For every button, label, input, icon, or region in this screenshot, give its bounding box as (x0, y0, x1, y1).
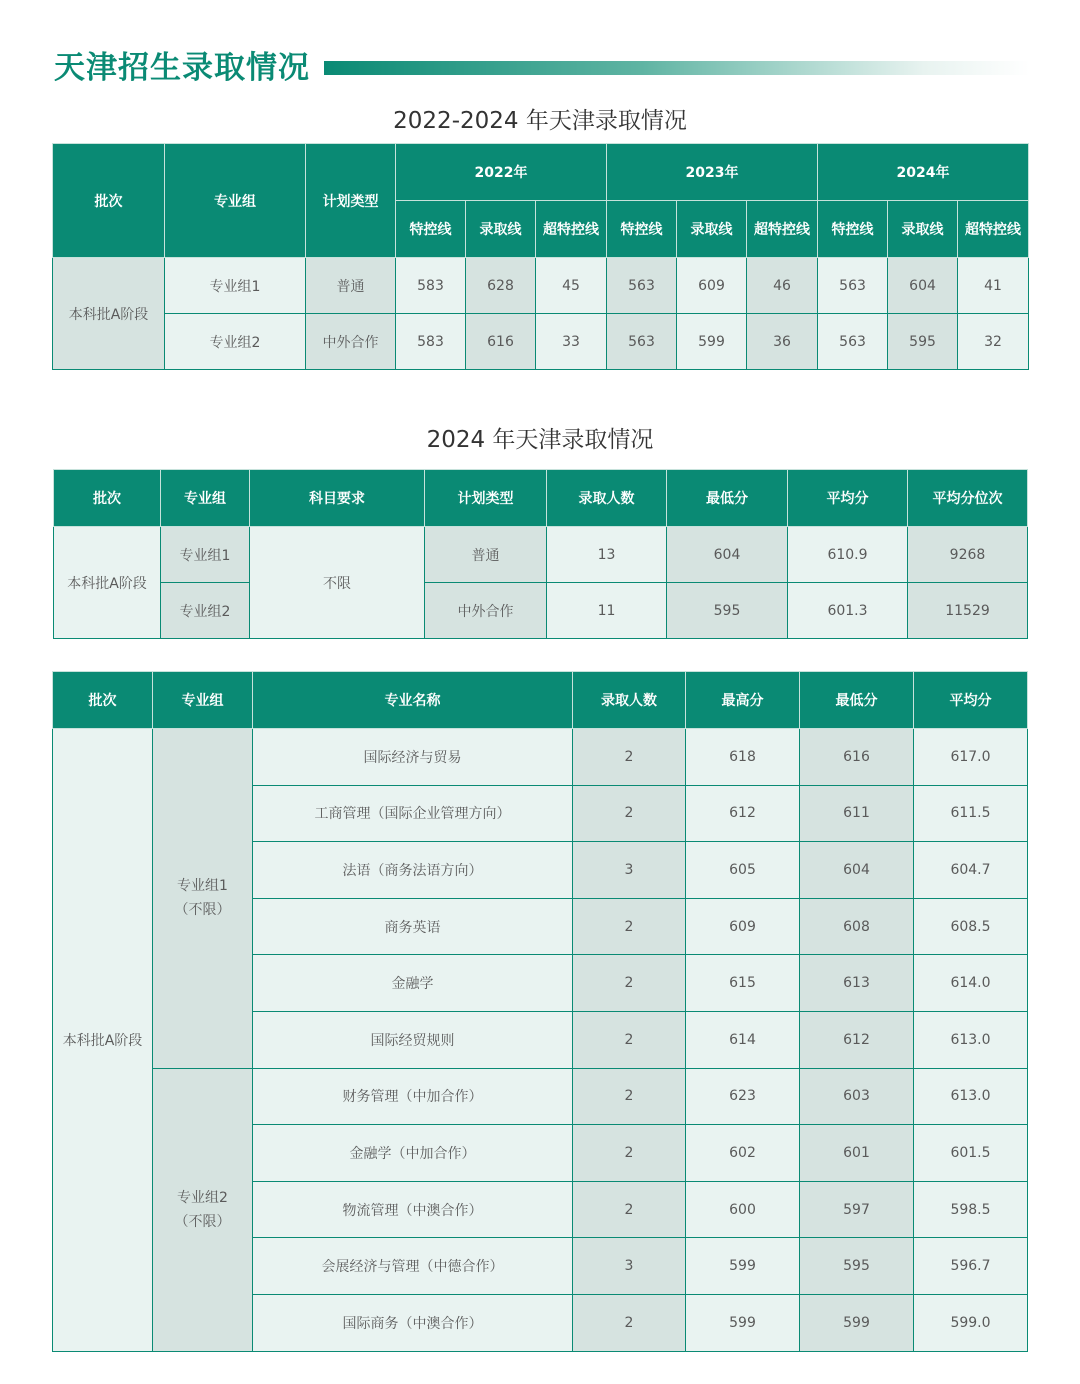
avg-rank-cell: 11529 (908, 583, 1028, 639)
major-name-cell: 法语（商务法语方向） (253, 842, 573, 899)
subject-req-cell: 不限 (250, 527, 425, 639)
header-count: 录取人数 (547, 470, 667, 527)
header-major-name: 专业名称 (253, 672, 573, 729)
count-cell: 2 (573, 1181, 686, 1238)
header-batch: 批次 (53, 144, 165, 258)
header-special-line: 特控线 (607, 201, 677, 258)
header-min-score: 最低分 (667, 470, 788, 527)
value-cell: 45 (536, 258, 607, 314)
major-name-cell: 财务管理（中加合作） (253, 1068, 573, 1125)
value-cell: 563 (607, 258, 677, 314)
count-cell: 2 (573, 785, 686, 842)
count-cell: 2 (573, 898, 686, 955)
header-special-line: 特控线 (818, 201, 888, 258)
header-admit-line: 录取线 (677, 201, 747, 258)
major-name-cell: 金融学 (253, 955, 573, 1012)
min-score-cell: 611 (800, 785, 914, 842)
max-score-cell: 602 (686, 1125, 800, 1182)
max-score-cell: 614 (686, 1011, 800, 1068)
header-over-line: 超特控线 (958, 201, 1029, 258)
heading-gradient-bar (324, 61, 1030, 75)
value-cell: 599 (677, 314, 747, 370)
value-cell: 628 (466, 258, 536, 314)
avg-score-cell: 617.0 (914, 729, 1028, 786)
count-cell: 13 (547, 527, 667, 583)
max-score-cell: 623 (686, 1068, 800, 1125)
avg-score-cell: 613.0 (914, 1068, 1028, 1125)
min-score-cell: 612 (800, 1011, 914, 1068)
avg-score-cell: 610.9 (788, 527, 908, 583)
count-cell: 2 (573, 729, 686, 786)
avg-score-cell: 604.7 (914, 842, 1028, 899)
value-cell: 609 (677, 258, 747, 314)
avg-score-cell: 611.5 (914, 785, 1028, 842)
min-score-cell: 608 (800, 898, 914, 955)
header-avg-score: 平均分 (914, 672, 1028, 729)
batch-cell: 本科批A阶段 (53, 258, 165, 370)
value-cell: 32 (958, 314, 1029, 370)
table-row (54, 527, 1028, 583)
count-cell: 2 (573, 1011, 686, 1068)
min-score-cell: 601 (800, 1125, 914, 1182)
group-name: 专业组2 (177, 1189, 228, 1206)
max-score-cell: 599 (686, 1294, 800, 1351)
admission-history-table (52, 143, 1029, 370)
group-cell (153, 1068, 253, 1351)
value-cell: 33 (536, 314, 607, 370)
group-cell: 专业组2 (165, 314, 306, 370)
max-score-cell: 599 (686, 1238, 800, 1295)
major-name-cell: 国际经济与贸易 (253, 729, 573, 786)
value-cell: 46 (747, 258, 818, 314)
min-score-cell: 603 (800, 1068, 914, 1125)
plan-type-cell: 中外合作 (306, 314, 396, 370)
header-batch: 批次 (54, 470, 161, 527)
header-group: 专业组 (153, 672, 253, 729)
avg-score-cell: 614.0 (914, 955, 1028, 1012)
header-admit-line: 录取线 (888, 201, 958, 258)
max-score-cell: 609 (686, 898, 800, 955)
header-group: 专业组 (161, 470, 250, 527)
plan-type-cell: 普通 (306, 258, 396, 314)
header-plan-type: 计划类型 (425, 470, 547, 527)
min-score-cell: 595 (667, 583, 788, 639)
avg-score-cell: 608.5 (914, 898, 1028, 955)
page-heading (54, 44, 1034, 92)
group-cell: 专业组1 (165, 258, 306, 314)
count-cell: 3 (573, 842, 686, 899)
header-avg-rank: 平均分位次 (908, 470, 1028, 527)
batch-cell: 本科批A阶段 (54, 527, 161, 639)
value-cell: 41 (958, 258, 1029, 314)
major-name-cell: 工商管理（国际企业管理方向） (253, 785, 573, 842)
value-cell: 616 (466, 314, 536, 370)
header-avg-score: 平均分 (788, 470, 908, 527)
count-cell: 2 (573, 1068, 686, 1125)
header-group: 专业组 (165, 144, 306, 258)
count-cell: 3 (573, 1238, 686, 1295)
max-score-cell: 612 (686, 785, 800, 842)
group-cell: 专业组1 (161, 527, 250, 583)
min-score-cell: 613 (800, 955, 914, 1012)
major-name-cell: 商务英语 (253, 898, 573, 955)
header-admit-line: 录取线 (466, 201, 536, 258)
header-over-line: 超特控线 (747, 201, 818, 258)
major-name-cell: 物流管理（中澳合作） (253, 1181, 573, 1238)
batch-cell: 本科批A阶段 (53, 729, 153, 1352)
group-note: （不限） (174, 1213, 231, 1230)
major-name-cell: 国际商务（中澳合作） (253, 1294, 573, 1351)
count-cell: 11 (547, 583, 667, 639)
max-score-cell: 600 (686, 1181, 800, 1238)
count-cell: 2 (573, 1294, 686, 1351)
table-row (53, 729, 1028, 786)
min-score-cell: 599 (800, 1294, 914, 1351)
header-over-line: 超特控线 (536, 201, 607, 258)
header-max-score: 最高分 (686, 672, 800, 729)
header-batch: 批次 (53, 672, 153, 729)
max-score-cell: 618 (686, 729, 800, 786)
max-score-cell: 615 (686, 955, 800, 1012)
avg-score-cell: 596.7 (914, 1238, 1028, 1295)
min-score-cell: 597 (800, 1181, 914, 1238)
value-cell: 583 (396, 258, 466, 314)
header-special-line: 特控线 (396, 201, 466, 258)
table-row (53, 258, 1029, 314)
group-note: （不限） (174, 902, 231, 919)
major-name-cell: 会展经济与管理（中德合作） (253, 1238, 573, 1295)
value-cell: 604 (888, 258, 958, 314)
avg-score-cell: 598.5 (914, 1181, 1028, 1238)
min-score-cell: 616 (800, 729, 914, 786)
admission-2024-summary-table (53, 469, 1028, 639)
group-cell: 专业组2 (161, 583, 250, 639)
header-subject-req: 科目要求 (250, 470, 425, 527)
header-year-2024: 2024年 (818, 144, 1029, 201)
min-score-cell: 604 (667, 527, 788, 583)
max-score-cell: 605 (686, 842, 800, 899)
value-cell: 563 (607, 314, 677, 370)
group-cell (153, 729, 253, 1069)
count-cell: 2 (573, 1125, 686, 1182)
table-row (53, 1068, 1028, 1125)
avg-score-cell: 613.0 (914, 1011, 1028, 1068)
value-cell: 563 (818, 314, 888, 370)
value-cell: 595 (888, 314, 958, 370)
header-min-score: 最低分 (800, 672, 914, 729)
table1-title: 2022-2024 年天津录取情况 (393, 108, 687, 134)
value-cell: 563 (818, 258, 888, 314)
major-name-cell: 金融学（中加合作） (253, 1125, 573, 1182)
group-name: 专业组1 (177, 878, 228, 895)
table-row (53, 314, 1029, 370)
value-cell: 36 (747, 314, 818, 370)
avg-score-cell: 599.0 (914, 1294, 1028, 1351)
plan-type-cell: 普通 (425, 527, 547, 583)
plan-type-cell: 中外合作 (425, 583, 547, 639)
avg-score-cell: 601.5 (914, 1125, 1028, 1182)
header-count: 录取人数 (573, 672, 686, 729)
major-name-cell: 国际经贸规则 (253, 1011, 573, 1068)
min-score-cell: 604 (800, 842, 914, 899)
header-year-2023: 2023年 (607, 144, 818, 201)
table-row (54, 583, 1028, 639)
table2-title: 2024 年天津录取情况 (426, 427, 654, 453)
header-plan-type: 计划类型 (306, 144, 396, 258)
count-cell: 2 (573, 955, 686, 1012)
min-score-cell: 595 (800, 1238, 914, 1295)
page-title: 天津招生录取情况 (54, 50, 310, 86)
header-year-2022: 2022年 (396, 144, 607, 201)
value-cell: 583 (396, 314, 466, 370)
avg-score-cell: 601.3 (788, 583, 908, 639)
major-scores-table (52, 671, 1028, 1352)
avg-rank-cell: 9268 (908, 527, 1028, 583)
